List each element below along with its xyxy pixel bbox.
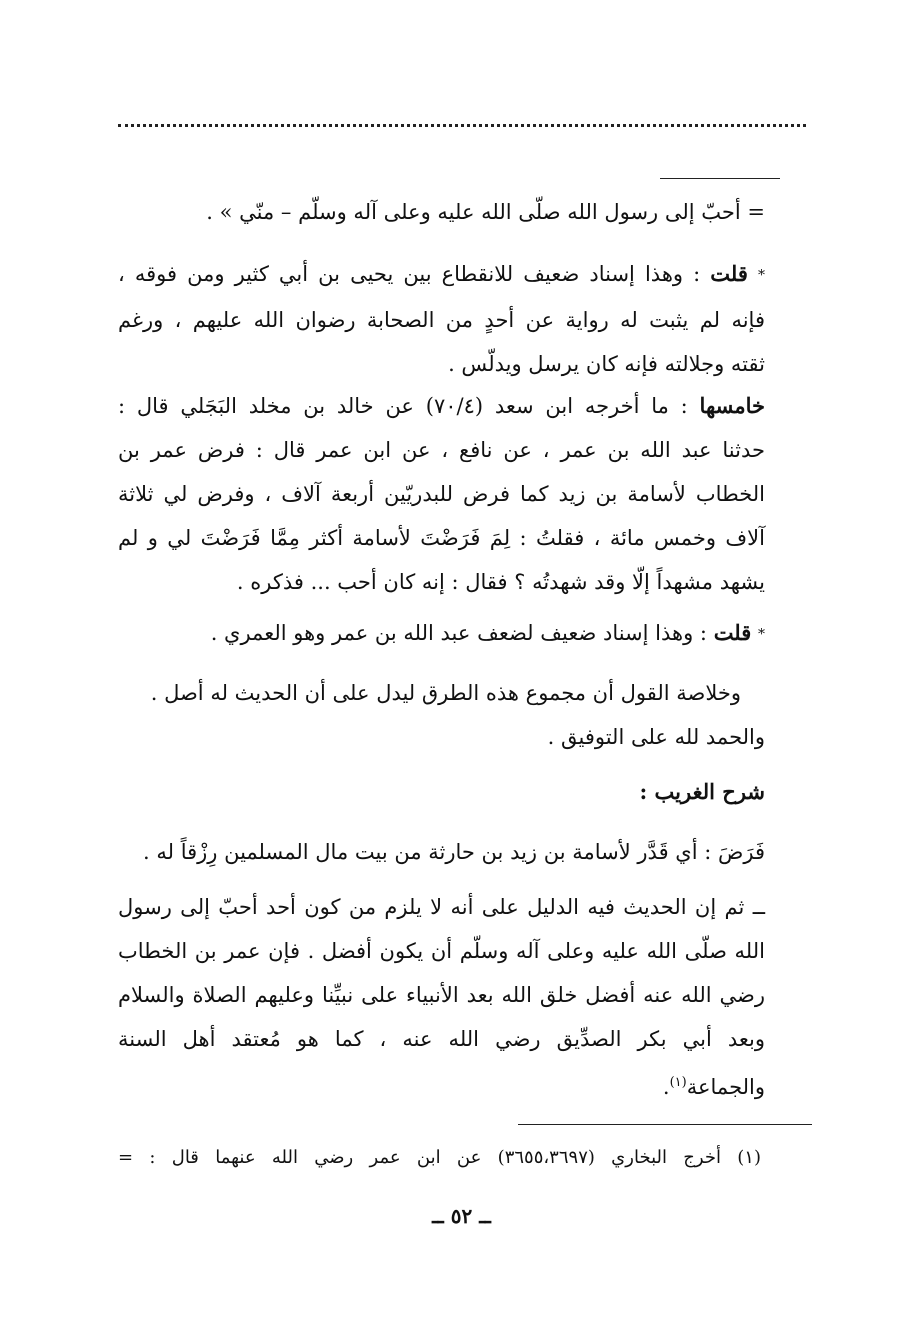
text-line: حدثنا عبد الله بن عمر ، عن نافع ، عن ابن عمر قال : فرض عمر بن [118, 438, 765, 462]
paragraph-commentary [118, 885, 765, 1109]
paragraph-definition [118, 830, 765, 874]
heading-text: شرح الغريب : [639, 779, 765, 804]
text-line: ثقته وجلالته فإنه كان يرسل ويدلّس . [448, 351, 765, 376]
paragraph-qultu-2 [118, 611, 765, 657]
footnote-reference[interactable]: (١) [669, 1075, 687, 1090]
paragraph-qultu-1 [118, 252, 765, 386]
text-line [118, 611, 765, 657]
asterisk-marker: * [757, 267, 765, 284]
text-segment: . [662, 1075, 670, 1099]
text-line: الله صلّى الله عليه وعلى آله وسلّم أن يكون أفضل . فإن عمر بن الخطاب [118, 939, 765, 963]
text-line: = أحبّ إلى رسول الله صلّى الله عليه وعلى آله وسلّم – منّي » . [206, 200, 765, 224]
qultu-label: قلت [713, 620, 752, 645]
section-heading [118, 770, 765, 814]
paragraph-continuation [118, 190, 765, 234]
asterisk-marker: * [758, 626, 765, 643]
text-segment: : وهذا إسناد ضعيف لضعف عبد الله بن عمر وهو العمري . [210, 621, 707, 645]
text-segment: : وهذا إسناد ضعيف للانقطاع بين يحيى بن أبي كثير ومن فوقه ، [118, 262, 701, 286]
paragraph-khamisuha [118, 384, 765, 604]
paragraph-conclusion [118, 671, 765, 759]
text-line [118, 1061, 765, 1109]
footnote-separator [518, 1124, 812, 1125]
text-segment: والجماعة [686, 1075, 765, 1099]
text-line [118, 252, 765, 298]
header-dotted-rule [118, 124, 806, 127]
text-line: فإنه لم يثبت له رواية عن أحدٍ من الصحابة رضوان الله عليهم ، ورغم [118, 307, 765, 332]
text-line [118, 384, 765, 428]
khamisuha-label: خامسها [699, 393, 765, 418]
text-line: فَرَضَ : أي قَدَّر لأسامة بن زيد بن حارثة من بيت مال المسلمين رِزْقاً له . [143, 840, 765, 864]
text-line: والحمد لله على التوفيق . [547, 725, 765, 749]
text-line: يشهد مشهداً إلّا وقد شهدتُه ؟ فقال : إنه كان أحب ... فذكره . [236, 570, 765, 594]
footnote: (١) أخرج البخاري (٣٦٥٥،٣٦٩٧) عن ابن عمر رضي الله عنهما قال : = [118, 1147, 761, 1168]
qultu-label: قلت [710, 261, 748, 286]
text-segment: : ما أخرجه ابن سعد (٧٠/٤) عن خالد بن مخلد البَجَلي قال : [118, 394, 688, 418]
text-line: ــ ثم إن الحديث فيه الدليل على أنه لا يلزم من كون أحد أحبّ إلى رسول [118, 895, 765, 919]
page-number: ــ ٥٢ ــ [432, 1204, 491, 1228]
text-line: وخلاصة القول أن مجموع هذه الطرق ليدل على أن الحديث له أصل . [150, 681, 741, 705]
text-line: الخطاب لأسامة بن زيد كما فرض للبدريّين أربعة آلاف ، وفرض لي ثلاثة [118, 482, 765, 506]
text-line: وبعد أبي بكر الصدِّيق رضي الله عنه ، كما هو مُعتقد أهل السنة [118, 1027, 765, 1051]
text-line: آلاف وخمس مائة ، فقلتُ : لِمَ فَرَضْتَ لأسامة أكثر مِمَّا فَرَضْتَ لي و لم [118, 526, 765, 550]
continuation-rule [660, 178, 780, 179]
text-line: رضي الله عنه أفضل خلق الله بعد الأنبياء على نبيِّنا وعليهم الصلاة والسلام [118, 983, 765, 1007]
